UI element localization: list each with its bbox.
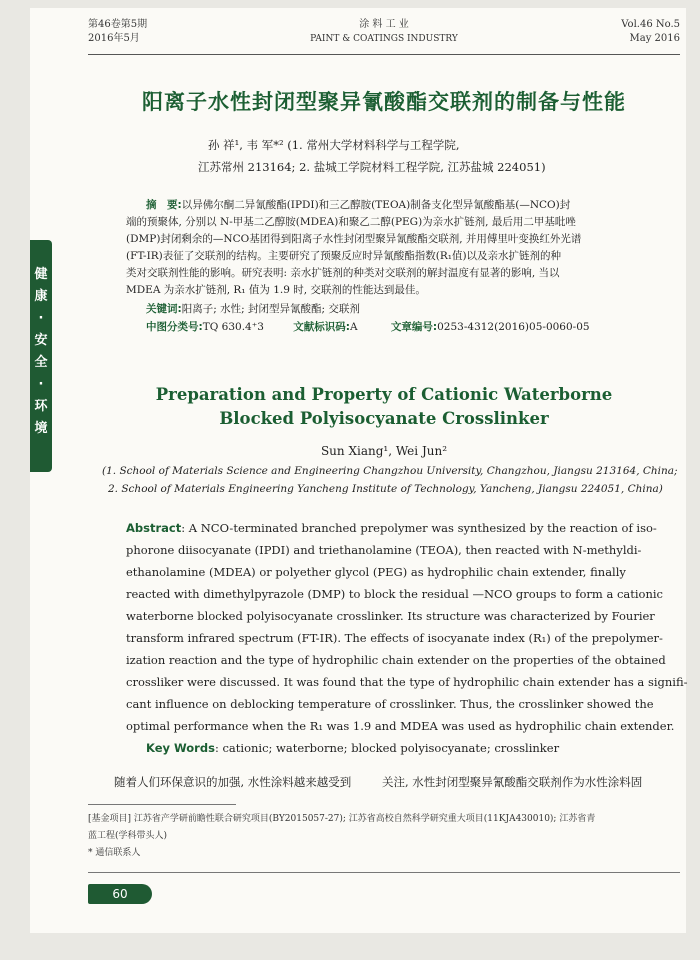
header-volume	[88, 18, 147, 46]
header-vol-en	[570, 18, 680, 46]
body-text-left: 随着人们环保意识的加强, 水性涂料越来越受到	[114, 775, 352, 789]
abstract-cn-line: (FT-IR)表征了交联剂的结构。主要研究了预聚反应时异氰酸酯指数(R₁值)以及亲水扩链剂的种	[126, 250, 562, 262]
abstract-cn-line	[146, 197, 570, 214]
page-number: 60	[88, 884, 152, 904]
journal-page	[30, 8, 686, 933]
title-cn: 阳离子水性封闭型聚异氰酸酯交联剂的制备与性能	[142, 90, 626, 114]
section-tab-char: 安	[34, 333, 48, 348]
bottom-rule	[88, 872, 680, 873]
abstract-en-line: optimal performance when the R₁ was 1.9 and MDEA was used as hydrophilic chain extender.	[126, 719, 675, 733]
classification-cn	[146, 319, 590, 336]
section-tab	[30, 240, 52, 472]
footnote-funding: [基金项目] 江苏省产学研前瞻性联合研究项目(BY2015057-27); 江苏省高校自然科学研究重大项目(11KJA430010); 江苏省青	[88, 814, 596, 824]
authors-en: Sun Xiang¹, Wei Jun²	[320, 444, 448, 458]
abstract-cn-text: 以异佛尔酮二异氰酸酯(IPDI)和三乙醇胺(TEOA)制备支化型异氰酸酯基(—NCO)封	[181, 199, 571, 211]
section-tab-char: 环	[34, 399, 48, 414]
affiliation-en: 2. School of Materials Engineering Yancheng Institute of Technology, Yancheng, Jiangsu 224051, China)	[108, 483, 663, 495]
header-journal-cn: 涂 料 工 业	[359, 19, 409, 30]
abstract-cn-label: 摘 要:	[146, 199, 182, 211]
section-tab-char: 康	[34, 289, 48, 304]
abstract-en-line: waterborne blocked polyisocyanate crosslinker. Its structure was characterized by Fourier	[126, 609, 655, 623]
section-tab-char: 境	[34, 421, 48, 436]
clc-label: 中图分类号:	[146, 321, 203, 333]
keywords-cn-label: 关键词:	[146, 303, 182, 315]
abstract-en-line: crossliker were discussed. It was found that the type of hydrophilic chain extender has a signifi-	[126, 675, 688, 689]
body-text-right: 关注, 水性封闭型聚异氰酸酯交联剂作为水性涂料固	[382, 775, 643, 789]
keywords-en-text: : cationic; waterborne; blocked polyisocyanate; crosslinker	[214, 741, 560, 755]
title-en	[88, 383, 680, 431]
abstract-en-line: reacted with dimethylpyrazole (DMP) to block the residual —NCO groups to form a cationic	[126, 587, 664, 601]
article-id-label: 文章编号:	[390, 321, 438, 333]
doc-code-value: A	[349, 321, 358, 333]
abstract-en-line: cant influence on deblocking temperature of crosslinker. Thus, the crosslinker showed the	[126, 697, 654, 711]
footnote-funding-cont: 蓝工程(学科带头人)	[88, 831, 168, 841]
header-volume-issue: 第46卷第5期	[88, 19, 148, 30]
abstract-cn-line: MDEA 为亲水扩链剂, R₁ 值为 1.9 时, 交联剂的性能达到最佳。	[126, 284, 426, 296]
affiliation-cn: 江苏常州 213164; 2. 盐城工学院材料工程学院, 江苏盐城 224051)	[198, 160, 546, 174]
abstract-en-line: transform infrared spectrum (FT-IR). The effects of isocyanate index (R₁) of the prepolymer-	[126, 631, 663, 645]
header-date-en: May 2016	[629, 33, 680, 44]
footnote-divider	[88, 804, 236, 805]
clc-value: TQ 630.4⁺3	[202, 321, 264, 333]
keywords-en-label: Key Words	[146, 741, 215, 755]
abstract-en-line	[126, 517, 657, 539]
title-en-line: Preparation and Property of Cationic Waterborne	[155, 385, 613, 404]
header-journal-en: PAINT & COATINGS INDUSTRY	[310, 34, 458, 44]
authors-cn: 孙 祥¹, 韦 军*² (1. 常州大学材料科学与工程学院,	[208, 138, 460, 152]
abstract-cn-line: (DMP)封闭剩余的—NCO基团得到阳离子水性封闭型聚异氰酸酯交联剂, 并用傅里叶变换红外光谱	[126, 233, 582, 245]
keywords-cn	[146, 301, 360, 318]
keywords-cn-text: 阳离子; 水性; 封闭型异氰酸酯; 交联剂	[181, 303, 360, 315]
abstract-en-label: Abstract	[126, 521, 182, 535]
footnote-corresponding: * 通信联系人	[88, 848, 141, 858]
article-id-value: 0253-4312(2016)05-0060-05	[437, 321, 590, 333]
header-date-cn: 2016年5月	[88, 33, 140, 44]
abstract-en-line: phorone diisocyanate (IPDI) and triethanolamine (TEOA), then reacted with N-methyldi-	[126, 543, 642, 557]
abstract-en-text: : A NCO-terminated branched prepolymer was synthesized by the reaction of iso-	[181, 521, 657, 535]
section-tab-char: ·	[38, 311, 44, 326]
abstract-cn-line: 端的预聚体, 分别以 N-甲基二乙醇胺(MDEA)和聚乙二醇(PEG)为亲水扩链剂, 最后用二甲基吡唑	[126, 216, 576, 228]
header-rule	[88, 54, 680, 55]
affiliation-en: (1. School of Materials Science and Engineering Changzhou University, Changzhou, Jiangsu 213164, China;	[102, 465, 678, 477]
abstract-en-line: ethanolamine (MDEA) or polyether glycol (PEG) as hydrophilic chain extender, finally	[126, 565, 626, 579]
section-tab-char: 全	[34, 355, 48, 370]
title-en-line: Blocked Polyisocyanate Crosslinker	[219, 409, 549, 428]
doc-code-label: 文献标识码:	[293, 321, 350, 333]
header-vol-no: Vol.46 No.5	[621, 19, 680, 30]
keywords-en	[146, 737, 559, 759]
header-journal	[284, 18, 484, 46]
abstract-en-line: ization reaction and the type of hydrophilic chain extender on the properties of the obtained	[126, 653, 666, 667]
section-tab-char: ·	[38, 377, 44, 392]
abstract-cn-line: 类对交联剂性能的影响。研究表明: 亲水扩链剂的种类对交联剂的解封温度有显著的影响, 当以	[126, 267, 560, 279]
section-tab-char: 健	[34, 267, 48, 282]
